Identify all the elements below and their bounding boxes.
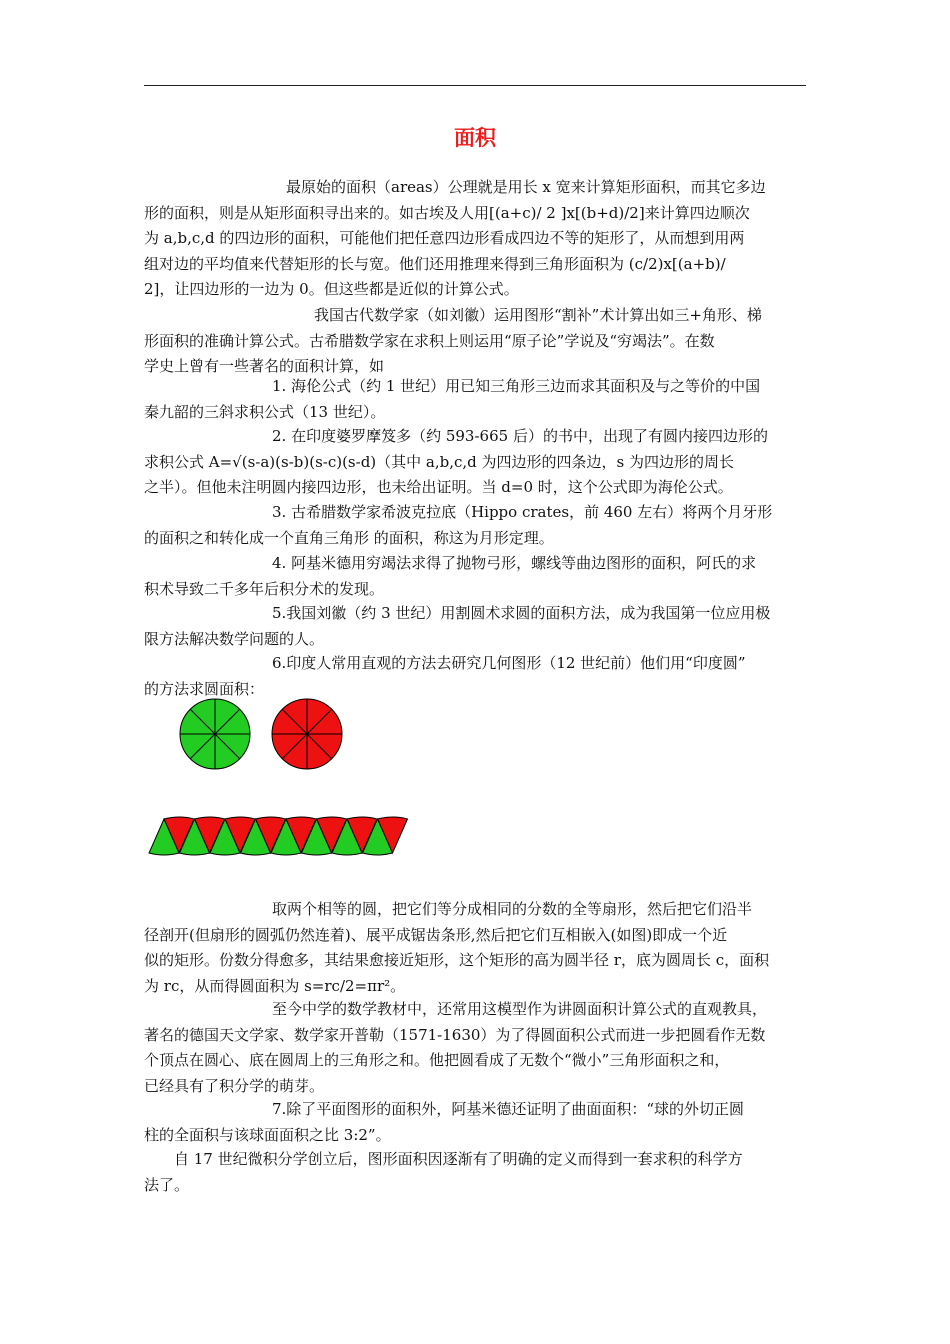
paragraph-indian-circle-method <box>144 897 808 999</box>
text-line: 2]，让四边形的一边为 0。但这些都是近似的计算公式。 <box>144 280 519 299</box>
text-line: 组对边的平均值来代替矩形的长与宽。他们还用推理来得到三角形面积为 (c/2)x[(a+b)/ <box>144 254 726 273</box>
text-line: 已经具有了积分学的萌芽。 <box>144 1076 325 1095</box>
text-line: 似的矩形。份数分得愈多，其结果愈接近矩形，这个矩形的高为圆半径 r，底为圆周长 c，面积 <box>144 951 770 970</box>
text-line: 柱的全面积与该球面面积之比 3:2”。 <box>144 1125 391 1144</box>
text-line: 秦九韶的三斜求积公式（13 世纪）。 <box>144 402 386 421</box>
text-line: 为 rc，从而得圆面积为 s=rc/2=πr²。 <box>144 976 406 995</box>
text-line: 1. 海伦公式（约 1 世纪）用已知三角形三边而求其面积及与之等价的中国 <box>272 377 761 395</box>
text-line: 取两个相等的圆，把它们等分成相同的分数的全等扇形，然后把它们沿半 <box>272 900 753 918</box>
text-line: 形面积的准确计算公式。古希腊数学家在求积上则运用“原子论”学说及“穷竭法”。在数 <box>144 331 715 350</box>
text-line: 法了。 <box>144 1175 190 1194</box>
sawtooth-rectangle-strip <box>149 817 408 855</box>
text-line: 为 a,b,c,d 的四边形的面积，可能他们把任意四边形看成四边不等的矩形了，从而想到用两 <box>144 229 745 248</box>
text-line: 个顶点在圆心、底在圆周上的三角形之和。他把圆看成了无数个“微小”三角形面积之和， <box>144 1051 730 1070</box>
text-line: 4. 阿基米德用穷竭法求得了抛物弓形，螺线等曲边图形的面积，阿氏的求 <box>272 554 757 572</box>
text-line: 之半）。但他未注明圆内接四边形，也未给出证明。当 d=0 时，这个公式即为海伦公式。 <box>144 478 733 497</box>
text-line: 积术导致二千多年后积分术的发现。 <box>144 579 385 598</box>
paragraph-kepler <box>144 997 808 1099</box>
text-line: 的方法求圆面积： <box>144 679 265 698</box>
red-sectored-circle <box>272 699 342 769</box>
text-line: 限方法解决数学问题的人。 <box>144 629 325 648</box>
text-line: 5.我国刘徽（约 3 世纪）用割圆术求圆的面积方法，成为我国第一位应用极 <box>272 604 771 622</box>
green-sectored-circle <box>180 699 250 769</box>
text-line: 自 17 世纪微积分学创立后，图形面积因逐渐有了明确的定义而得到一套求积的科学方 <box>174 1150 743 1168</box>
text-line: 我国古代数学家（如刘徽）运用图形“割补”术计算出如三+角形、梯 <box>314 306 762 324</box>
text-line: 最原始的面积（areas）公理就是用长 x 宽来计算矩形面积，而其它多边 <box>286 178 766 196</box>
text-line: 形的面积，则是从矩形面积寻出来的。如古埃及人用[(a+c)/ 2 ]x[(b+d)/2]来计算四边顺次 <box>144 203 750 222</box>
text-line: 径剖开(但扇形的圆弧仍然连着)、展平成锯齿条形,然后把它们互相嵌入(如图)即成一个近 <box>144 925 728 944</box>
text-line: 2. 在印度婆罗摩笈多（约 593-665 后）的书中，出现了有圆内接四边形的 <box>272 427 768 445</box>
text-line: 著名的德国天文学家、数学家开普勒（1571-1630）为了得圆面积公式而进一步把圆看作无数 <box>144 1025 766 1044</box>
text-line: 6.印度人常用直观的方法去研究几何图形（12 世纪前）他们用“印度圆” <box>272 654 746 672</box>
paragraph-calculus <box>144 1147 808 1198</box>
text-line: 学史上曾有一些著名的面积计算，如 <box>144 357 385 376</box>
text-line: 的面积之和转化成一个直角三角形 的面积，称这为月形定理。 <box>144 528 554 547</box>
text-line: 求积公式 A=√(s-a)(s-b)(s-c)(s-d)（其中 a,b,c,d 为四边形的四条边，s 为四边形的周长 <box>144 452 735 471</box>
text-line: 3. 古希腊数学家希波克拉底（Hippo crates，前 460 左右）将两个月牙形 <box>272 503 773 521</box>
list-item-7 <box>144 1097 808 1148</box>
text-line: 至今中学的数学教材中，还常用这模型作为讲圆面积计算公式的直观教具， <box>272 1000 768 1018</box>
page-title: 面积 <box>454 126 496 150</box>
text-line: 7.除了平面图形的面积外，阿基米德还证明了曲面面积：“球的外切正圆 <box>272 1100 744 1118</box>
